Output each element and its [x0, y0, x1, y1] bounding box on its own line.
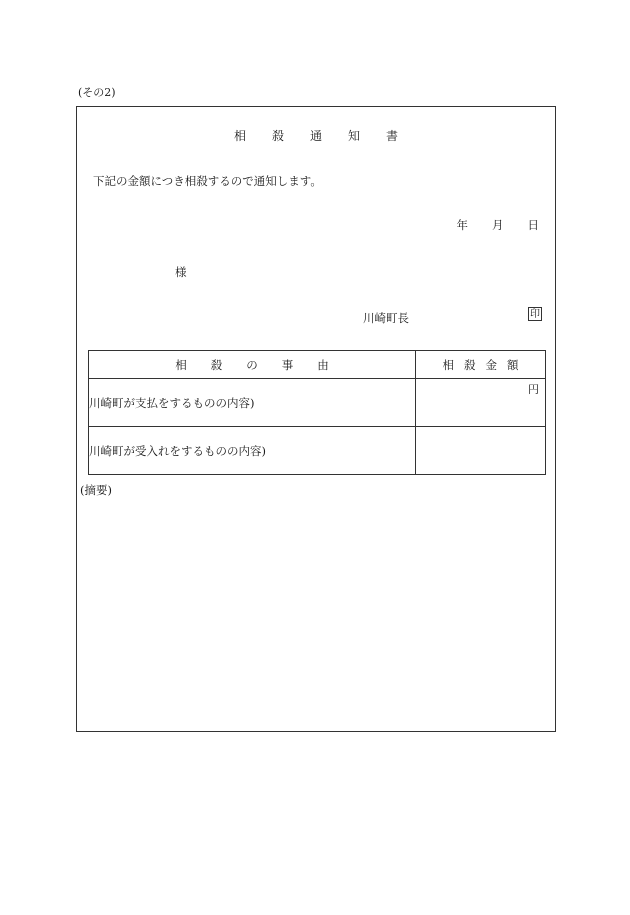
- title-char: 通: [309, 129, 322, 143]
- header-amount: [416, 351, 546, 379]
- yen-unit: 円: [528, 383, 539, 396]
- header-reason-char: の: [246, 357, 258, 372]
- intro-text: 下記の金額につき相殺するので通知します。: [93, 174, 322, 188]
- issuer-name: 川崎町長: [363, 311, 409, 325]
- date-day: 日: [527, 218, 539, 232]
- header-amount-char: 殺: [464, 357, 476, 372]
- reason-cell-receipt: 川崎町が受入れをするものの内容): [89, 427, 416, 475]
- header-amount-char: 金: [485, 357, 497, 372]
- table-row: [89, 427, 546, 475]
- notice-frame: [76, 106, 556, 732]
- header-reason-char: 殺: [210, 357, 223, 372]
- title-char: 殺: [271, 129, 284, 143]
- header-amount-char: 額: [507, 357, 519, 372]
- table-row: [89, 379, 546, 427]
- reason-cell-payment: 川崎町が支払をするものの内容): [89, 379, 416, 427]
- date-line: [457, 217, 540, 233]
- table-header-row: [89, 351, 546, 379]
- amount-cell-receipt[interactable]: [416, 427, 546, 475]
- form-number: (その2): [78, 86, 116, 99]
- document-title: [77, 127, 555, 144]
- header-reason: [89, 351, 416, 379]
- amount-cell-payment[interactable]: [416, 379, 546, 427]
- remarks-label: (摘要): [80, 483, 112, 497]
- offset-table: [88, 350, 546, 475]
- header-amount-char: 相: [442, 357, 454, 372]
- title-char: 相: [233, 129, 246, 143]
- title-char: 知: [348, 129, 361, 143]
- header-reason-char: 相: [175, 357, 187, 372]
- date-month: 月: [492, 218, 504, 232]
- title-char: 書: [386, 129, 399, 143]
- date-year: 年: [456, 218, 468, 232]
- seal-mark: 印: [530, 309, 540, 320]
- header-reason-char: 由: [317, 357, 329, 372]
- header-reason-char: 事: [281, 357, 294, 372]
- addressee-suffix: 様: [175, 265, 187, 279]
